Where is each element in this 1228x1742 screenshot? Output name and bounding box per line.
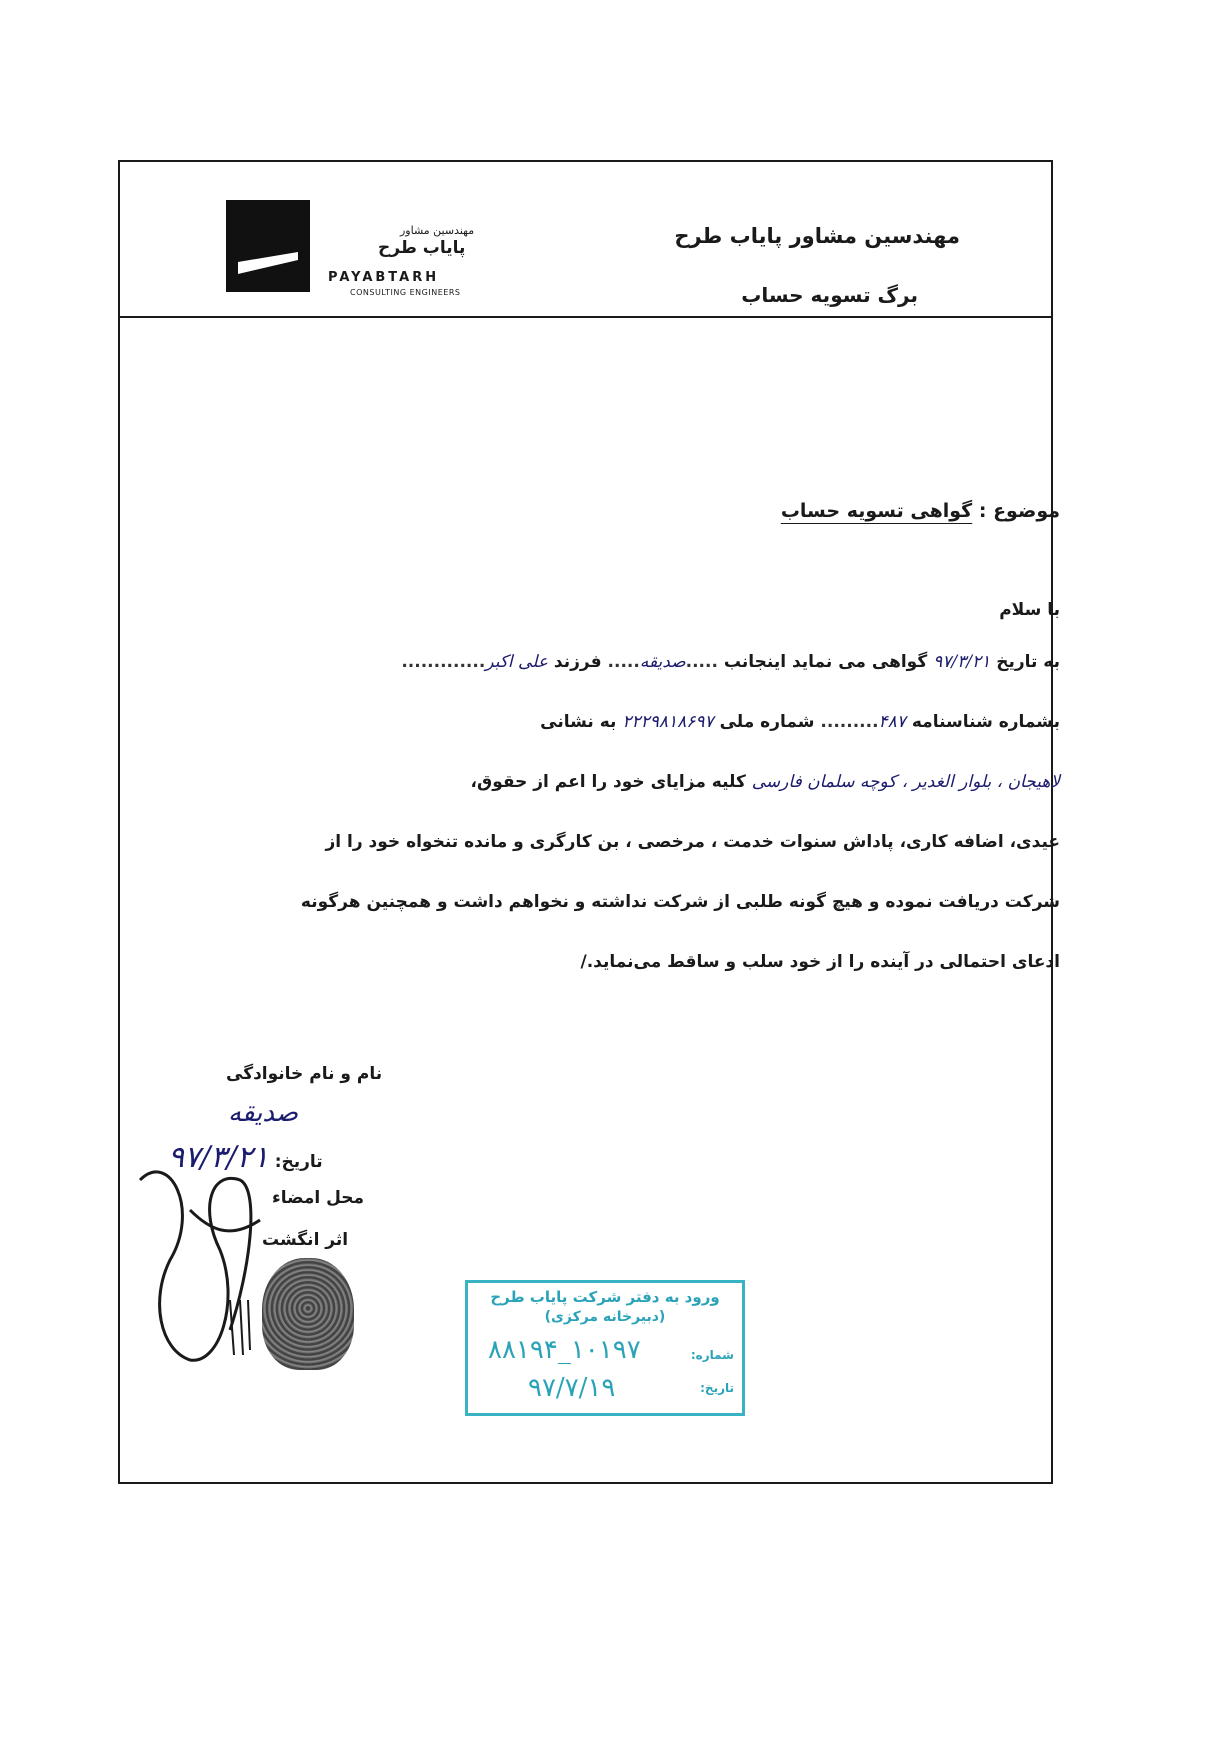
header-divider: [120, 316, 1051, 318]
stamp-number-value: ۱۰۱۹۷_۸۸۱۹۴: [488, 1335, 641, 1365]
form-title: برگ تسویه حساب: [741, 283, 918, 307]
body-line-6: ادعای احتمالی در آینده را از خود سلب و ساقط می‌نماید./: [580, 952, 1060, 972]
signature-scribble: [130, 1150, 280, 1370]
stamp-number-label: شماره:: [690, 1348, 734, 1362]
body-line-2: [540, 712, 1060, 732]
handwritten-id-number: ۴۸۷: [878, 712, 906, 732]
subject-label: موضوع :: [978, 500, 1060, 522]
body-line-3: [471, 772, 1060, 792]
son-of-label: فرزند: [553, 652, 602, 672]
handwritten-date: ۹۷/۳/۲۱: [933, 652, 991, 672]
fingerprint-label: اثر انگشت: [262, 1230, 349, 1250]
id-label: بشماره شناسنامه: [911, 712, 1060, 732]
logo-persian-name: پایاب طرح: [378, 238, 466, 258]
subject-value: گواهی تسویه حساب: [780, 500, 973, 522]
stamp-subtitle: (دبیرخانه مرکزی): [544, 1309, 666, 1325]
fingerprint-image: [262, 1258, 354, 1370]
stamp-date-value: ۹۷/۷/۱۹: [528, 1373, 616, 1403]
address-label: به نشانی: [540, 712, 617, 732]
greeting: با سلام: [999, 600, 1060, 620]
stamp-date-label: تاریخ:: [700, 1381, 734, 1395]
registry-stamp: [465, 1280, 745, 1416]
full-name-label: نام و نام خانوادگی: [226, 1064, 383, 1084]
handwritten-address: لاهیجان ، بلوار الغدیر ، کوچه سلمان فارسی: [751, 772, 1060, 792]
company-logo-mark: [226, 200, 310, 292]
handwritten-national-id: ۲۲۲۹۸۱۸۶۹۷: [622, 712, 714, 732]
benefits-text: کلیه مزایای خود را اعم از حقوق،: [470, 772, 746, 792]
handwritten-signature-date: ۹۷/۳/۲۱: [168, 1140, 269, 1175]
signature-date-label: تاریخ:: [274, 1152, 323, 1172]
certify-text: گواهی می نماید اینجانب: [723, 652, 928, 672]
date-prefix: به تاریخ: [996, 652, 1060, 672]
body-line-1: [401, 652, 1060, 672]
id-dots: .........: [820, 712, 879, 732]
logo-latin-subtitle: CONSULTING ENGINEERS: [350, 288, 461, 297]
name-dots-end: .....: [607, 652, 640, 672]
name-dots: .....: [685, 652, 718, 672]
body-line-5: شرکت دریافت نموده و هیچ گونه طلبی از شرکت نداشته و نخواهم داشت و همچنین هرگونه: [300, 892, 1060, 912]
signature-place-label: محل امضاء: [272, 1188, 365, 1208]
logo-latin-name: PAYABTARH: [328, 270, 440, 285]
company-name: مهندسین مشاور پایاب طرح: [674, 224, 960, 248]
father-dots: .............: [401, 652, 486, 672]
handwritten-signer-name: صدیقه: [228, 1098, 299, 1128]
national-id-label: شماره ملی: [719, 712, 815, 732]
subject-line: [781, 500, 1060, 522]
handwritten-name: صدیقه: [639, 652, 686, 672]
logo-persian-subtitle: مهندسین مشاور: [400, 224, 475, 237]
stamp-title: ورود به دفتر شرکت پایاب طرح: [490, 1288, 720, 1306]
handwritten-father-name: علی اکبر: [485, 652, 548, 672]
body-line-4: عیدی، اضافه کاری، پاداش سنوات خدمت ، مرخصی ، بن کارگری و مانده تنخواه خود را از: [325, 832, 1060, 852]
